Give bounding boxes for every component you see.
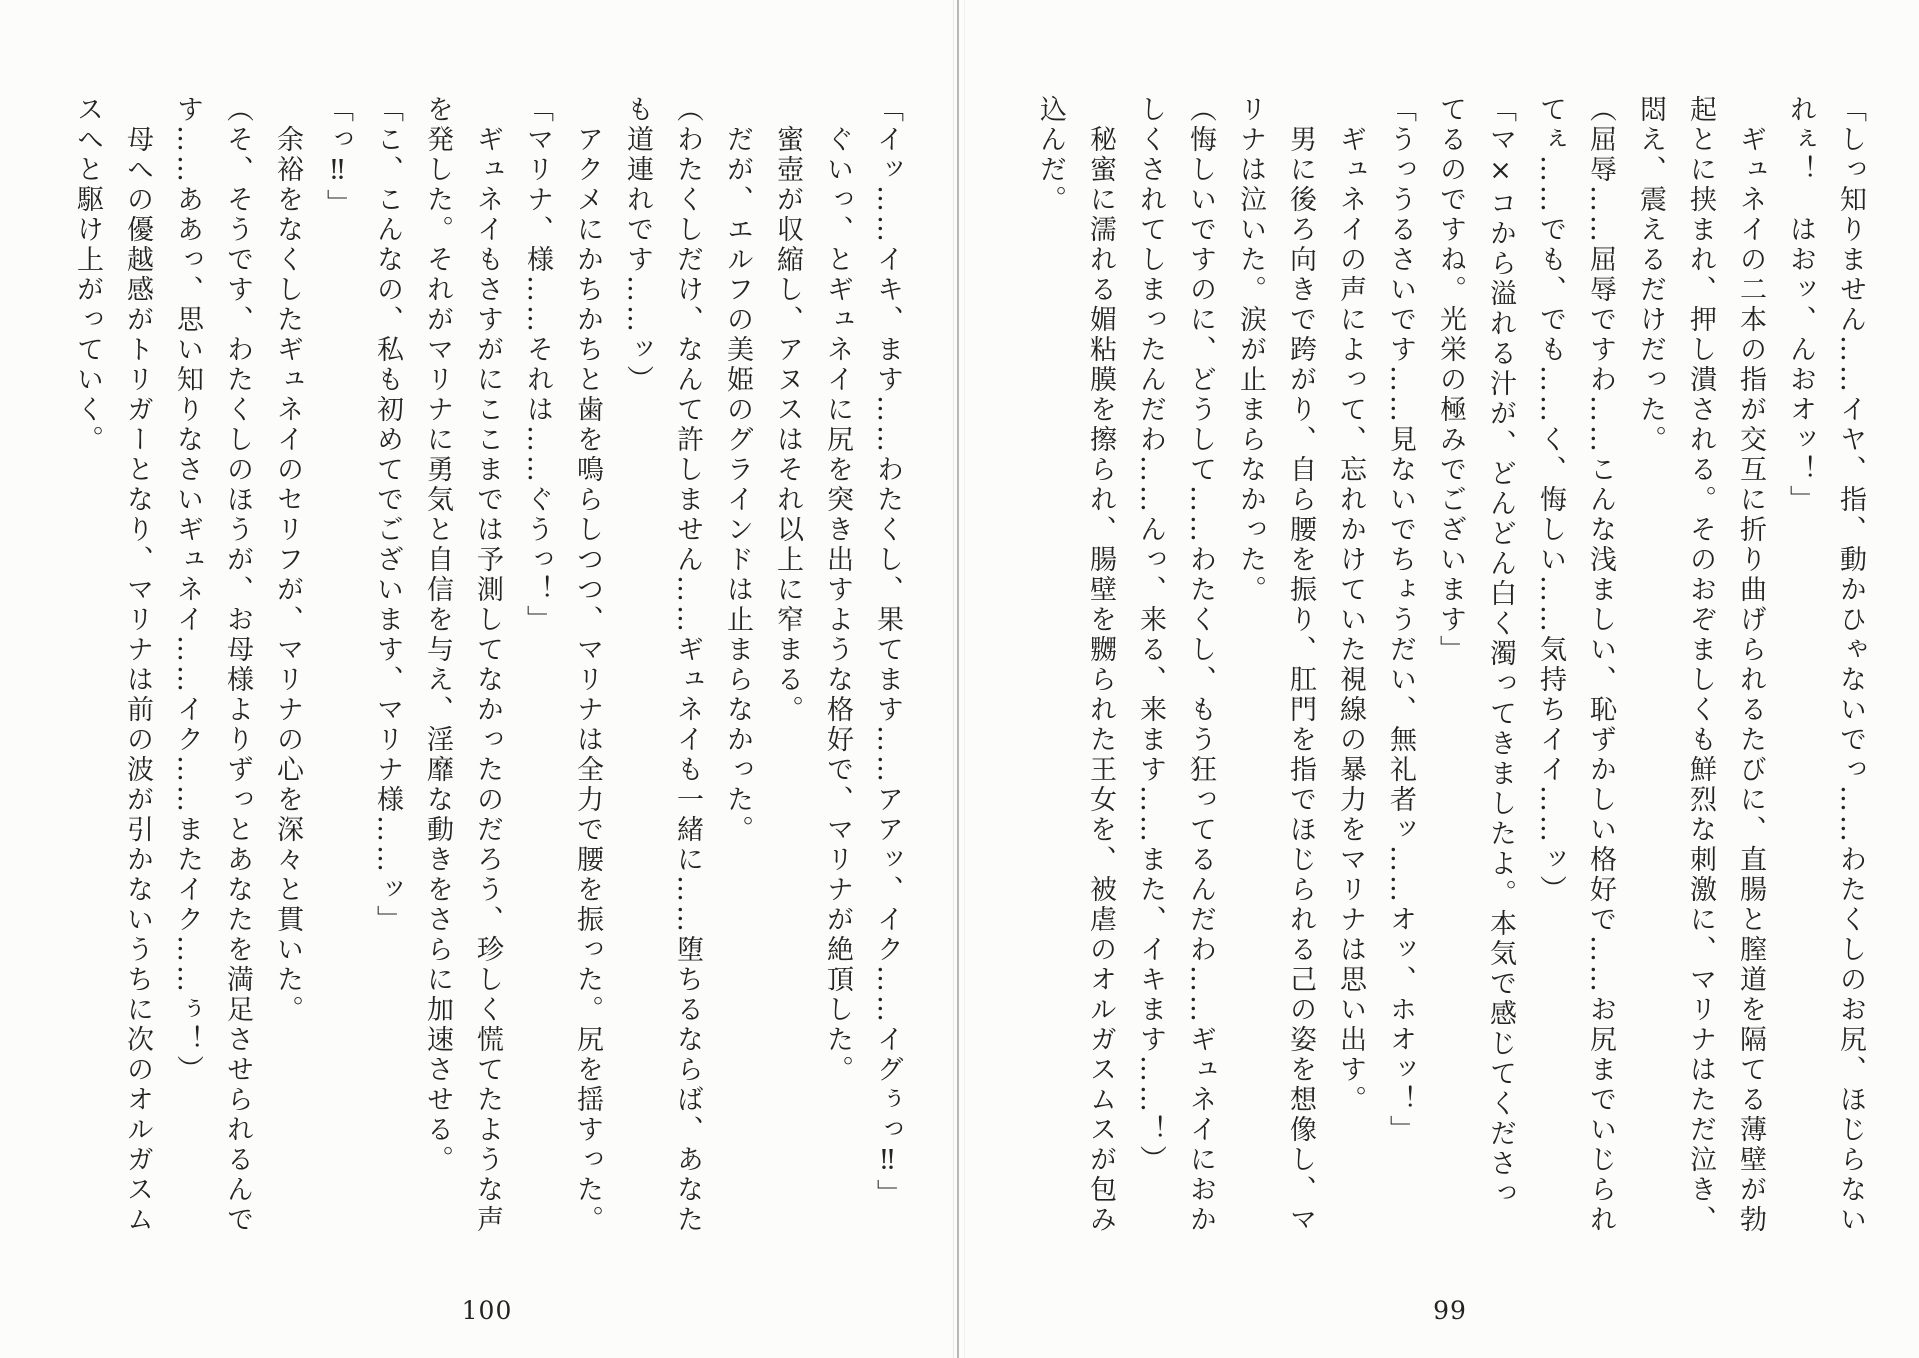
paragraph: ギュネイの声によって、忘れかけていた視線の暴力をマリナは思い出す。 <box>1335 95 1366 1115</box>
paragraph: 「マリナ、様……それは……ぐうっ！」 <box>522 95 553 635</box>
page-100-text <box>62 95 912 1237</box>
page-99-text <box>1025 95 1875 1237</box>
paragraph: 「うっうるさいです……見ないでちょうだい、無礼者ッ……オッ、ホオッ！」 <box>1385 95 1416 1145</box>
paragraph: 蜜壺が収縮し、アヌスはそれ以上に窄まる。 <box>772 95 803 725</box>
paragraph: （わたくしだけ、なんて許しません……ギュネイも一緒に……堕ちるならば、あなたも道連れです……ッ） <box>622 95 703 1235</box>
page-number-right: 99 <box>1433 1296 1467 1325</box>
paragraph: だが、エルフの美姫のグラインドは止まらなかった。 <box>722 95 753 845</box>
paragraph: 「マ×コから溢れる汁が、どんどん白く濁ってきましたよ。本気で感じてくださってるのですね。光栄の極みでございます」 <box>1435 95 1516 1209</box>
paragraph: 「こ、こんなの、私も初めてでございます、マリナ様……ッ」 <box>372 95 403 935</box>
paragraph: （屈辱……屈辱ですわ……こんな浅ましい、恥ずかしい格好で……お尻までいじられてぇ……でも、でも……く、悔しい……気持ちイイ……ッ） <box>1535 95 1616 1235</box>
divider-line-faint-left <box>953 0 954 1358</box>
paragraph: 「っ‼」 <box>322 95 353 219</box>
paragraph: （そ、そうです、わたくしのほうが、お母様よりずっとあなたを満足させられるんです……ああっ、思い知りなさいギュネイ……イク……またイク……ぅ！） <box>172 95 253 1235</box>
paragraph: アクメにかちかちと歯を鳴らしつつ、マリナは全力で腰を振った。尻を揺すった。 <box>572 95 603 1235</box>
page-number-left: 100 <box>461 1296 513 1325</box>
paragraph: （悔しいですのに、どうして……わたくし、もう狂ってるんだわ……ギュネイにおかしくされてしまったんだわ……んっ、来る、来ます……また、イキます……！） <box>1135 95 1216 1235</box>
paragraph: ぐいっ、とギュネイに尻を突き出すような格好で、マリナが絶頂した。 <box>822 95 853 1085</box>
divider-line-faint-right <box>964 0 965 1358</box>
paragraph: 母への優越感がトリガーとなり、マリナは前の波が引かないうちに次のオルガスムスへと駆け上がっていく。 <box>72 95 153 1235</box>
paragraph: 男に後ろ向きで跨がり、自ら腰を振り、肛門を指でほじられる己の姿を想像し、マリナは泣いた。涙が止まらなかった。 <box>1235 95 1316 1235</box>
paragraph: 秘蜜に濡れる媚粘膜を擦られ、腸壁を嬲られた王女を、被虐のオルガスムスが包み込んだ。 <box>1035 95 1116 1235</box>
paragraph: ギュネイの二本の指が交互に折り曲げられるたびに、直腸と膣道を隔てる薄壁が勃起とに挟まれ、押し潰される。そのおぞましくも鮮烈な刺激に、マリナはただ泣き、悶え、震えるだけだった。 <box>1635 95 1766 1235</box>
divider-line-main <box>957 0 959 1358</box>
page-divider <box>951 0 967 1358</box>
paragraph: 余裕をなくしたギュネイのセリフが、マリナの心を深々と貫いた。 <box>272 95 303 1025</box>
paragraph: 「イッ……イキ、ます……わたくし、果てます……アアッ、イク……イグぅっ‼」 <box>872 95 903 1209</box>
paragraph: 「しっ知りません……イヤ、指、動かひゃないでっ……わたくしのお尻、ほじらないれぇ！ はおッ、んおオッ！」 <box>1785 95 1866 1235</box>
paragraph: ギュネイもさすがにここまでは予測してなかったのだろう、珍しく慌てたような声を発した。それがマリナに勇気と自信を与え、淫靡な動きをさらに加速させる。 <box>422 95 503 1235</box>
